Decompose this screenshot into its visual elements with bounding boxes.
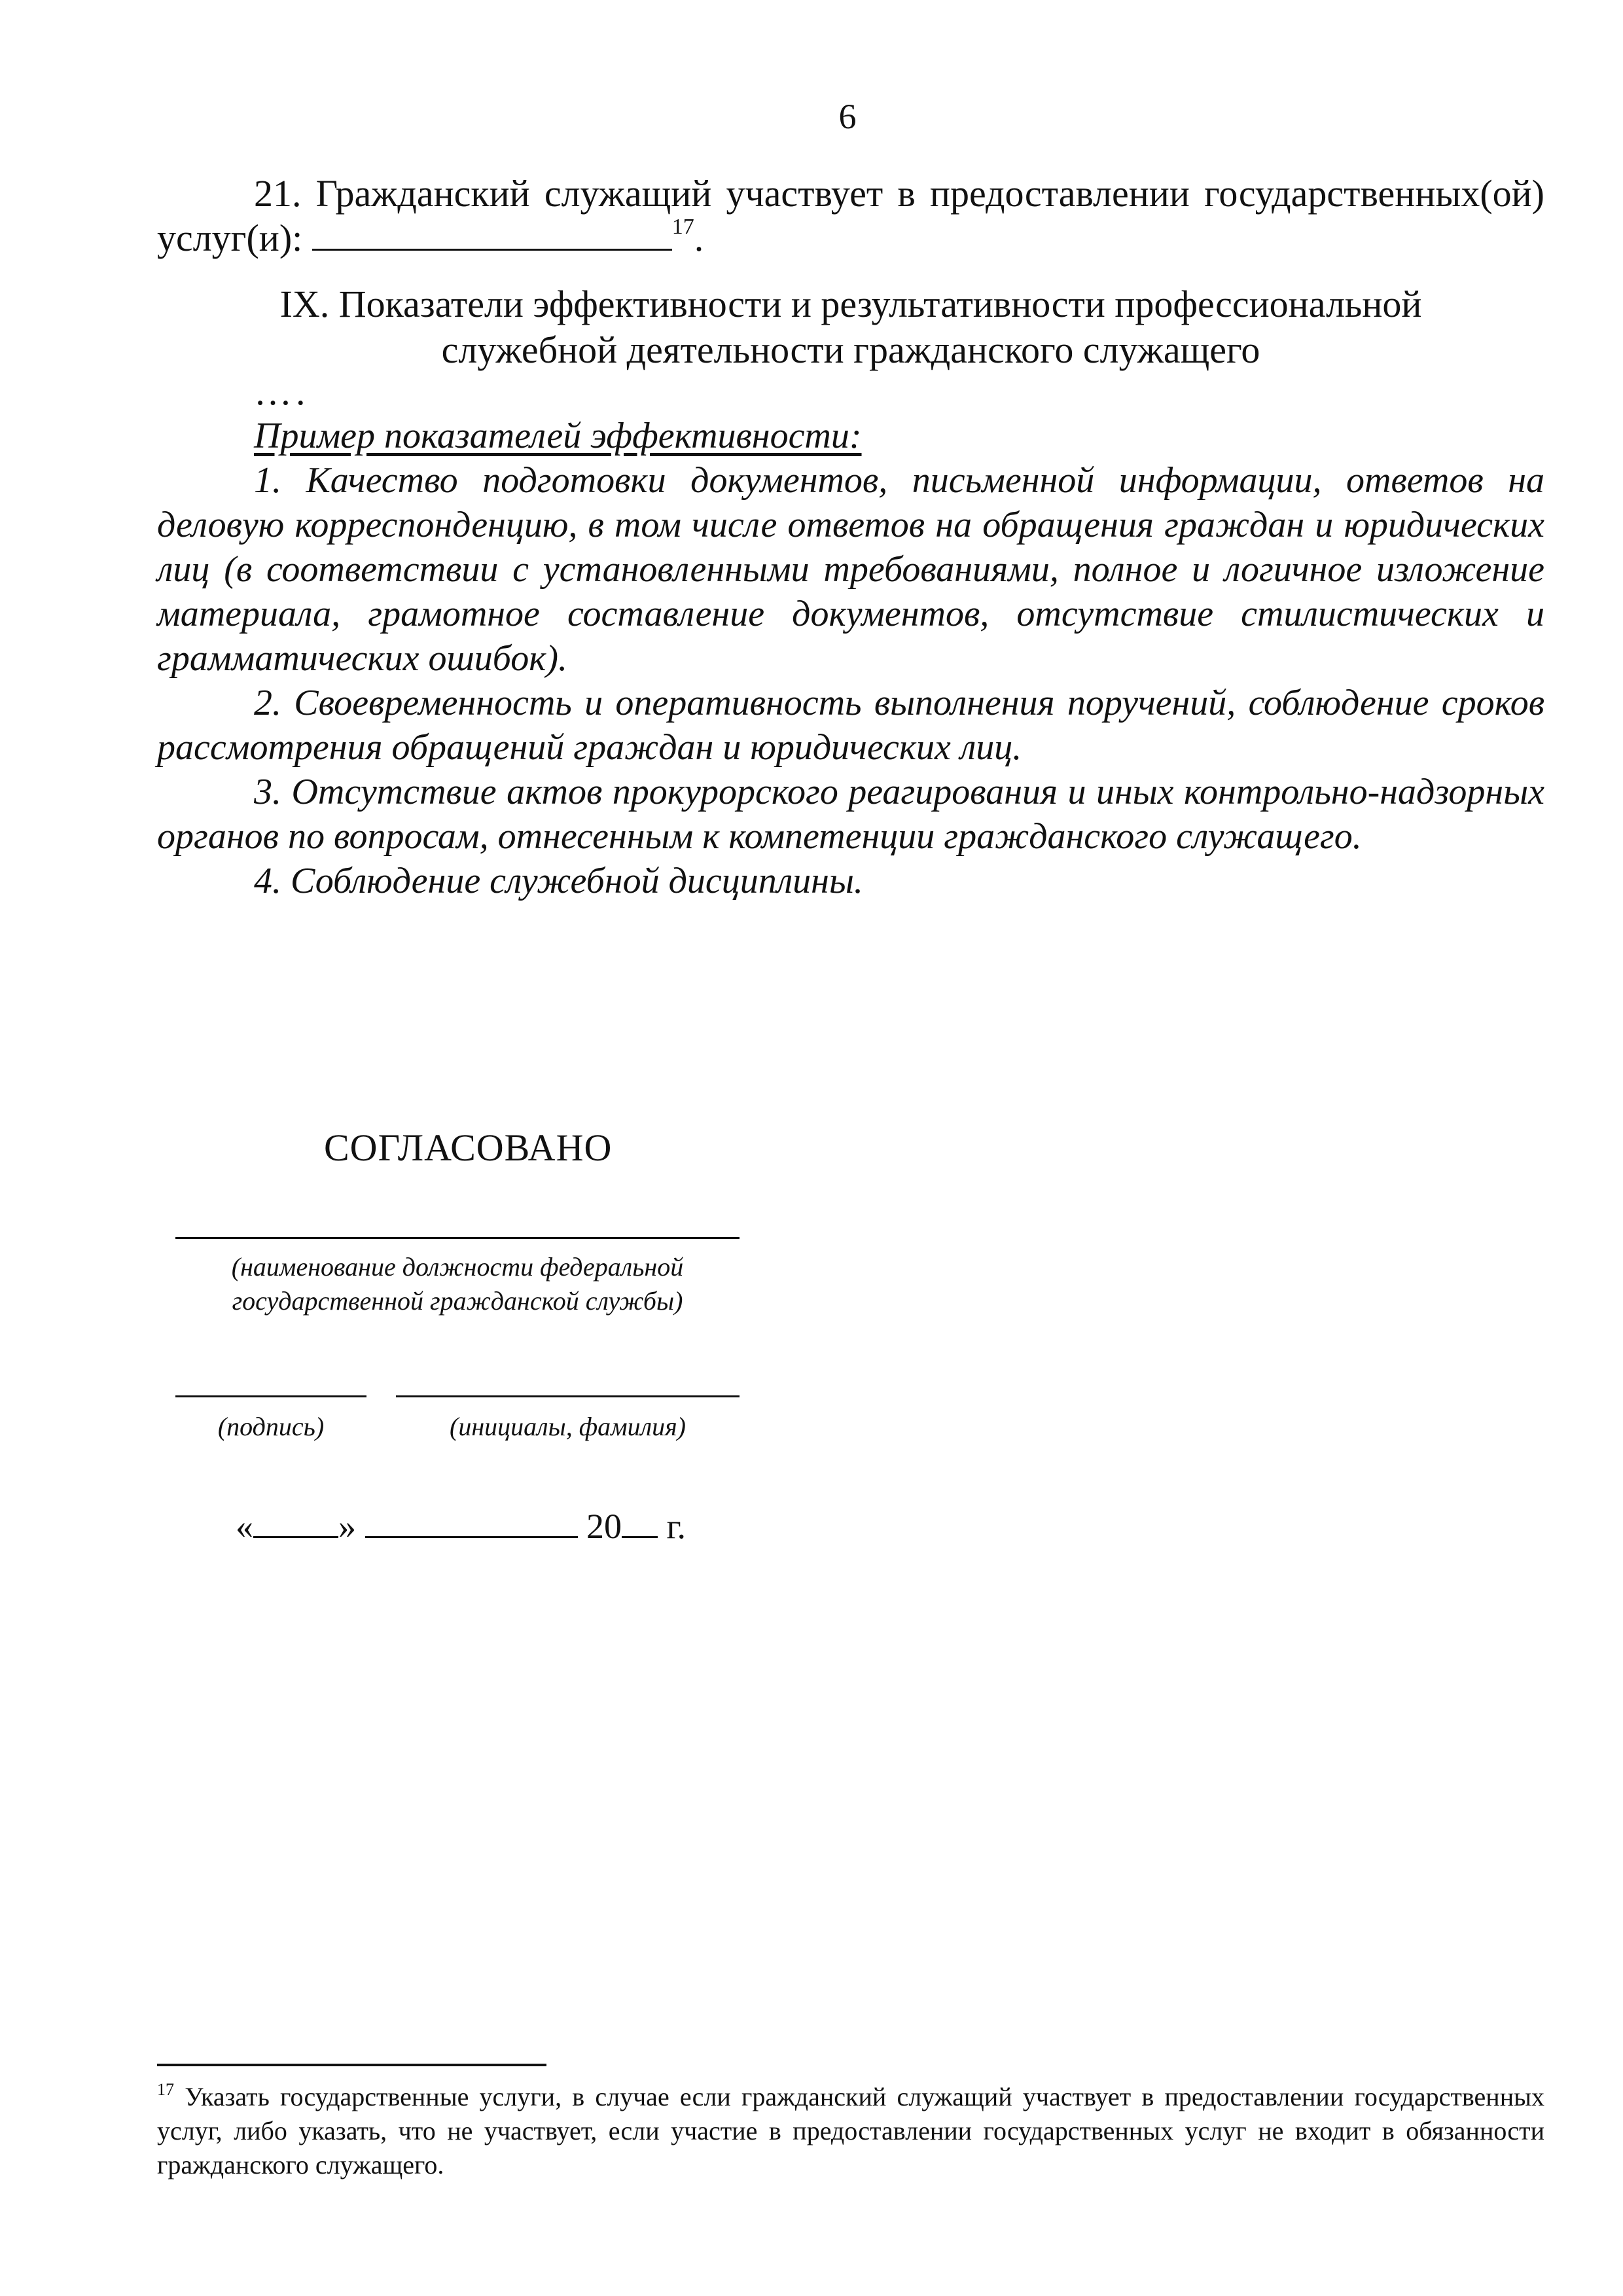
section-title <box>157 281 1544 373</box>
signature-caption: (подпись) <box>217 1412 325 1441</box>
footnote-separator <box>157 2064 546 2066</box>
footnote-text: Указать государственные услуги, в случае если гражданский служащий участвует в предоставлении государственных услуг, либо указать, что не участвует, если участие в предоставлении государственных услуг не входит в обязанности гражданского служащего. <box>157 2082 1544 2179</box>
paragraph-21-end: . <box>694 217 704 259</box>
name-caption: (инициалы, фамилия) <box>450 1412 686 1441</box>
examples-heading: Пример показателей эффективности: <box>254 416 862 456</box>
example-item-4: 4. Соблюдение служебной дисциплины. <box>254 861 863 901</box>
ellipsis: …. <box>254 370 310 413</box>
paragraph-21 <box>157 171 1544 260</box>
position-signature-line <box>175 1237 740 1239</box>
date-close-quote: » <box>338 1507 356 1546</box>
day-blank <box>253 1507 338 1538</box>
position-caption-line-2: государственной гражданской службы) <box>232 1286 683 1316</box>
example-item-2: 2. Своевременность и оперативность выполнения поручений, соблюдение сроков рассмотрения обращений граждан и юридических лиц. <box>157 683 1544 768</box>
footnote-17 <box>157 2080 1544 2182</box>
efficiency-examples <box>157 414 1544 903</box>
page-number: 6 <box>838 97 857 136</box>
signature-line <box>175 1395 366 1397</box>
example-item-1: 1. Качество подготовки документов, письменной информации, ответов на деловую корреспонденцию, в том числе ответов на обращения граждан и юридических лиц (в соответствии с установленными требованиями, полное и логичное изложение материала, грамотное составление документов, отсутствие стилистических и грамматических ошибок). <box>157 460 1544 679</box>
position-caption-line-1: (наименование должности федеральной <box>231 1252 684 1282</box>
services-blank-line <box>312 217 672 251</box>
month-blank <box>365 1507 578 1538</box>
name-line <box>396 1395 740 1397</box>
year-prefix: 20 <box>586 1507 622 1546</box>
section-title-line-2: служебной деятельности гражданского служащего <box>441 329 1260 371</box>
section-title-line-1: IX. Показатели эффективности и результативности профессиональной <box>279 283 1422 325</box>
example-item-3: 3. Отсутствие актов прокурорского реагирования и иных контрольно-надзорных органов по вопросам, отнесенным к компетенции гражданского служащего. <box>157 772 1544 857</box>
year-suffix: г. <box>666 1507 687 1546</box>
paragraph-21-text: 21. Гражданский служащий участвует в предоставлении государственных(ой) услуг(и): <box>157 172 1544 259</box>
approval-date <box>236 1505 686 1547</box>
position-caption <box>175 1250 740 1318</box>
approval-title: СОГЛАСОВАНО <box>324 1126 613 1169</box>
date-open-quote: « <box>236 1507 253 1546</box>
year-blank <box>622 1507 658 1538</box>
footnote-number: 17 <box>157 2080 174 2099</box>
footnote-ref-17: 17 <box>671 215 694 239</box>
